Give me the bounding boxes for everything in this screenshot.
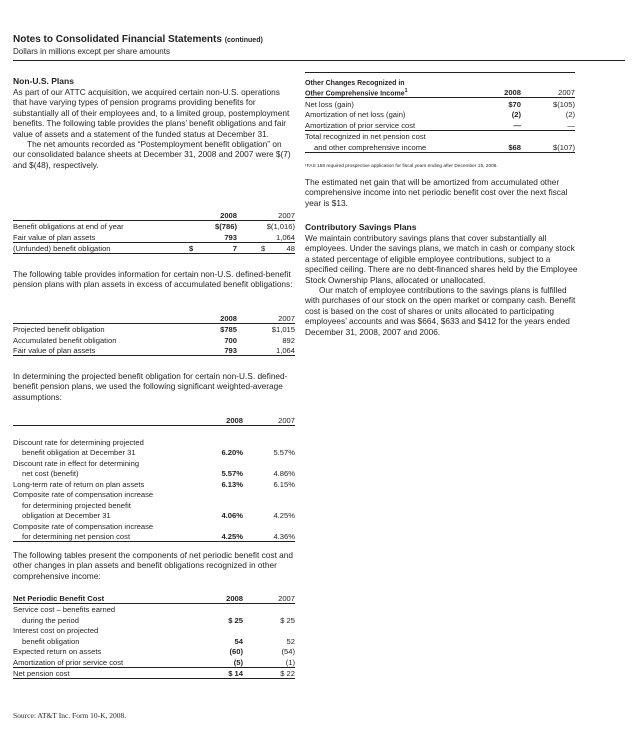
row-label: benefit obligation at December 31 xyxy=(22,448,136,457)
non-us-plans-heading: Non-U.S. Plans xyxy=(13,76,74,86)
paragraph: In determining the projected benefit obligation for certain non-U.S. defined-benefit pension plans, we used the following significant weighted-average assumptions: xyxy=(13,371,288,402)
row-label: Amortization of prior service cost xyxy=(305,119,473,130)
cell-2007: $ 25 xyxy=(280,615,295,625)
row-label: Composite rate of compensation increase xyxy=(13,521,154,531)
currency-symbol: $ xyxy=(261,244,266,253)
row-label: Long-term rate of return on plan assets xyxy=(13,479,145,489)
row-label: net cost (benefit) xyxy=(22,469,79,478)
cell-2008: — xyxy=(473,119,521,130)
cell-2008: (2) xyxy=(511,110,521,119)
row-label: Fair value of plan assets xyxy=(13,231,181,242)
page-subtitle: Dollars in millions except per share amounts xyxy=(13,47,170,56)
col-2008-header: 2008 xyxy=(473,87,521,98)
page-title-text: Notes to Consolidated Financial Statements xyxy=(13,34,222,45)
paragraph: The estimated net gain that will be amortized from accumulated other comprehensive income into net periodic benefit cost over the next fiscal year is $13. xyxy=(305,177,568,208)
cell-2008: $70 xyxy=(508,99,521,109)
other-comprehensive-income-table xyxy=(305,76,575,153)
row-label: for determining projected benefit xyxy=(22,500,131,510)
savings-plans-text xyxy=(305,233,579,337)
cell-2008: $ 7 xyxy=(189,244,237,253)
row-label: for determining net pension cost xyxy=(13,531,199,542)
row-label: Service cost – benefits earned xyxy=(13,605,116,614)
cell-2007: 4.86% xyxy=(273,469,295,478)
paragraph: The net amounts recorded as “Postemployment benefit obligation” on our consolidated balance sheets at December 31, 2008 and 2007 were $(7) and $(48), respectively. xyxy=(13,139,291,170)
row-label: Amortization of prior service cost xyxy=(13,656,199,667)
table-head: Other Changes Recognized in xyxy=(305,79,405,87)
page-title xyxy=(13,34,263,45)
cell-2007: 52 xyxy=(286,636,295,646)
header-rule xyxy=(13,60,625,61)
cell-2007: $(107) xyxy=(527,141,575,152)
cell-2008: 6.20% xyxy=(221,448,243,457)
cell-2007: 892 xyxy=(282,335,295,345)
row-label: Interest cost on projected xyxy=(13,626,99,635)
table-footnote: ¹FAS 158 required prospective application for fiscal years ending after December 15, 2006. xyxy=(305,164,498,169)
col-2008-header: 2008 xyxy=(199,414,243,425)
cell-2007: $(105) xyxy=(553,99,575,109)
row-label: Composite rate of compensation increase xyxy=(13,490,154,499)
row-label: Amortization of net loss (gain) xyxy=(305,110,406,119)
col-2007-header: 2007 xyxy=(247,312,295,323)
row-label: Net loss (gain) xyxy=(305,99,354,109)
cell-2008: $785 xyxy=(220,325,237,334)
cell-2008: 4.25% xyxy=(199,531,243,542)
cell-2007: (2) xyxy=(565,110,575,119)
non-us-plans-text xyxy=(13,87,295,170)
cell-2008: 54 xyxy=(234,636,243,646)
cell-2008: (5) xyxy=(199,656,243,667)
col-2007-header: 2007 xyxy=(251,414,295,425)
cell-2007: $1,015 xyxy=(271,325,295,334)
row-label: Projected benefit obligation xyxy=(13,325,105,334)
cell-2007: $ 48 xyxy=(247,242,295,254)
paragraph: The following table provides information for certain non-U.S. defined-benefit pension plans with plan assets in excess of accumulated benefit obligations: xyxy=(13,269,293,290)
cell-2008: 6.13% xyxy=(221,479,243,489)
net-periodic-benefit-cost-table xyxy=(13,592,295,679)
paragraph: The following tables present the components of net periodic benefit cost and other changes in plan assets and benefit obligations recognized in other comprehensive income: xyxy=(13,550,293,581)
cell-2008: 793 xyxy=(189,231,237,242)
col-2007-header: 2007 xyxy=(251,592,295,603)
row-label: Expected return on assets xyxy=(13,647,102,656)
plans-in-excess-table xyxy=(13,312,295,356)
cell-2007: (54) xyxy=(281,647,295,656)
assumptions-table xyxy=(13,414,295,542)
table-head: Other Comprehensive Income$^1$ xyxy=(305,87,473,98)
col-2007-header: 2007 xyxy=(527,87,575,98)
cell-2008: $68 xyxy=(473,141,521,152)
cell-2008: (60) xyxy=(229,647,243,656)
cell-2008: 4.06% xyxy=(221,511,243,520)
col-2008-header: 2008 xyxy=(189,312,237,323)
row-label: obligation at December 31 xyxy=(22,511,111,520)
source-note: Source: AT&T Inc. Form 10-K, 2008. xyxy=(13,711,127,720)
continued-label: (continued) xyxy=(224,37,263,44)
col-2008-header: 2008 xyxy=(189,209,237,220)
cell-2007: 4.36% xyxy=(251,531,295,542)
row-label: benefit obligation xyxy=(22,636,80,646)
savings-plans-heading: Contributory Savings Plans xyxy=(305,222,417,232)
cell-2007: $ 22 xyxy=(251,667,295,679)
row-label: Net pension cost xyxy=(13,667,199,679)
benefit-obligations-table xyxy=(13,209,295,254)
row-label: and other comprehensive income xyxy=(305,141,473,152)
table-top-rule xyxy=(305,72,575,73)
row-label: Fair value of plan assets xyxy=(13,345,181,356)
col-2007-header: 2007 xyxy=(247,209,295,220)
col-2008-header: 2008 xyxy=(199,592,243,603)
row-label: Discount rate for determining projected xyxy=(13,437,144,447)
cell-2007: (1) xyxy=(251,656,295,667)
footnote-marker: 1 xyxy=(404,87,408,94)
currency-symbol: $ xyxy=(189,244,194,253)
cell-2008: $ 25 xyxy=(228,615,243,625)
cell-2007: 1,064 xyxy=(247,231,295,242)
row-label: Accumulated benefit obligation xyxy=(13,335,117,345)
paragraph: We maintain contributory savings plans that cover substantially all employees. Under the savings plans, we match in cash or company stock a stated percentage of eligible employee contributions, subject to a specified ceiling. There are no debt-financed shares held by the Employee Stock Ownership Plans, allocated or unallocated. xyxy=(305,233,578,285)
cell-2008: 700 xyxy=(224,335,237,345)
cell-2007: $(1,016) xyxy=(266,222,295,231)
cell-2008: $ 14 xyxy=(199,667,243,679)
cell-2008: 5.57% xyxy=(221,469,243,478)
paragraph: Our match of employee contributions to the savings plans is fulfilled with purchases of our stock on the open market or company cash. Benefit cost is based on the cost of shares or units allocated to participating employees’ accounts and was $664, $633 and $412 for the years ended December 31, 2008, 2007 and 2006. xyxy=(305,285,576,337)
cell-2008: $(786) xyxy=(215,222,237,231)
row-label: Total recognized in net pension cost xyxy=(305,132,426,141)
table-head: Net Periodic Benefit Cost xyxy=(13,592,199,603)
row-label: (Unfunded) benefit obligation xyxy=(13,242,181,254)
row-label: Benefit obligations at end of year xyxy=(13,222,124,231)
paragraph: As part of our ATTC acquisition, we acquired certain non-U.S. operations that have varying types of pension programs providing benefits for substantially all of their employees and, to a limited group, postemployment benefits. The following table provides the plans’ benefit obligations and fair value of assets and a statement of the funded status at December 31. xyxy=(13,87,290,139)
cell-2007: 1,064 xyxy=(247,345,295,356)
row-label: Discount rate in effect for determining xyxy=(13,458,140,468)
cell-2007: 6.15% xyxy=(273,479,295,489)
cell-2008: 793 xyxy=(189,345,237,356)
cell-2007: 4.25% xyxy=(273,511,295,520)
cell-2007: — xyxy=(527,119,575,130)
row-label: during the period xyxy=(22,615,79,625)
cell-2007: 5.57% xyxy=(273,448,295,457)
